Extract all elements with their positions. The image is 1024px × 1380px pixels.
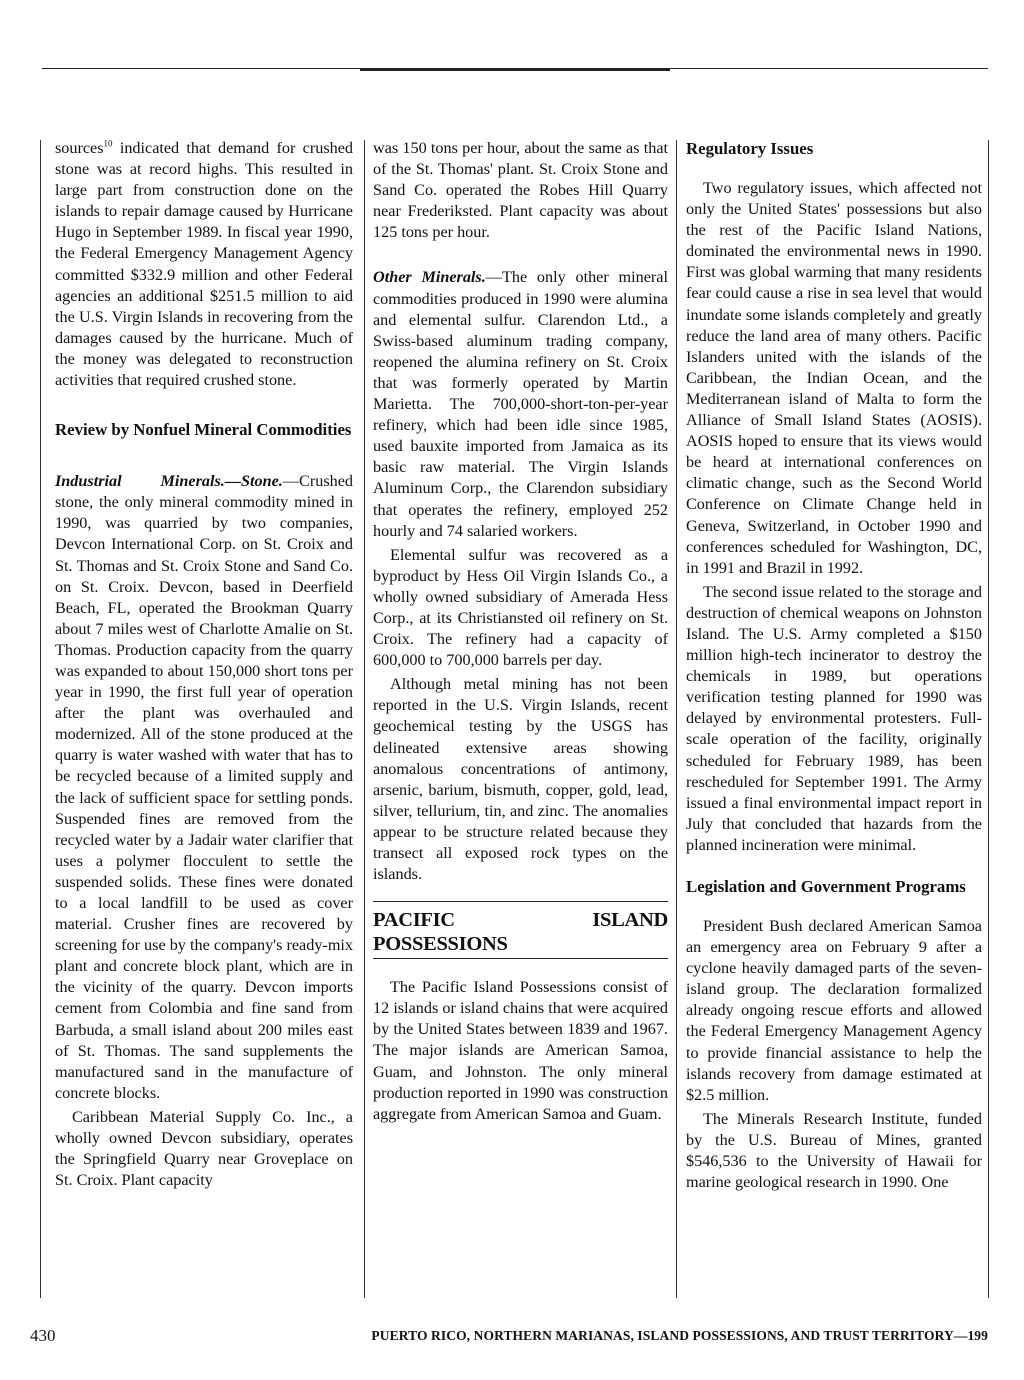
paragraph: President Bush declared American Samoa an emergency area on February 9 after a cyclone heavily damaged parts of the seven-island group. The declaration formalized already ongoing rescue efforts and allowed the Federal Emergency Management Agency to provide financial assistance to help the islands recovery from damage estimated at $2.5 million.: [686, 917, 982, 1104]
paragraph: Caribbean Material Supply Co. Inc., a wholly owned Devcon subsidiary, operates the Springfield Quarry near Groveplace on St. Croix. Plant capacity: [55, 1107, 353, 1190]
column-divider-2: [676, 140, 677, 1298]
section-heading-legislation: Legislation and Government Programs: [686, 877, 966, 896]
footnote-ref: 10: [103, 138, 113, 149]
paragraph: The Minerals Research Institute, funded by the U.S. Bureau of Mines, granted $546,536 to the University of Hawaii for marine geological research in 1990. One: [686, 1109, 982, 1192]
section-heading-review: Review by Nonfuel Mineral Commodities: [55, 420, 352, 440]
right-margin-rule: [988, 140, 989, 1298]
section-title-pacific: PACIFIC ISLAND POSSESSIONS: [373, 909, 668, 956]
paragraph: Other Minerals.—The only other mineral commodities produced in 1990 were alumina and elemental sulfur. Clarendon Ltd., a Swiss-based aluminum trading company, reopened the alumina refinery on St. Croix that was formerly operated by Martin Marietta. The 700,000-short-ton-per-year refinery, which had been idle since 1985, used bauxite imported from Jamaica as its basic raw material. The Virgin Islands Aluminum Corp., the Clarendon subsidiary that operates the refinery, employed 252 hourly and 74 salaried workers.: [373, 268, 668, 540]
run-in-heading: Industrial Minerals.—Stone.: [55, 472, 283, 491]
top-rule-accent: [360, 69, 670, 71]
run-in-heading: Other Minerals.: [373, 268, 486, 287]
running-title: PUERTO RICO, NORTHERN MARIANAS, ISLAND POSSESSIONS, AND TRUST TERRITORY—199: [371, 1328, 988, 1343]
column-3: [686, 138, 982, 1193]
paragraph: The Pacific Island Possessions consist of 12 islands or island chains that were acquired by the United States between 1839 and 1967. The major islands are American Samoa, Guam, and Johnston. The only mineral production reported in 1990 was construction aggregate from American Samoa and Guam.: [373, 978, 668, 1123]
left-margin-rule: [40, 140, 41, 1298]
column-divider-1: [364, 140, 365, 1298]
paragraph: The second issue related to the storage and destruction of chemical weapons on Johnston Island. The U.S. Army completed a $150 million high-tech incinerator to destroy the chemicals in 1989, but operations verification testing planned for 1990 was delayed by environmental protesters. Full-scale operation of the facility, originally scheduled for February 1989, has been rescheduled for September 1991. The Army issued a final environmental impact report in July that concluded that hazards from the planned incineration were minimal.: [686, 582, 982, 854]
section-title-box: [373, 901, 668, 959]
column-2: [373, 138, 668, 1125]
paragraph: was 150 tons per hour, about the same as that of the St. Thomas' plant. St. Croix Stone and Sand Co. operated the Robes Hill Quarry near Frederiksted. Plant capacity was about 125 tons per hour.: [373, 139, 668, 242]
section-heading-regulatory: Regulatory Issues: [686, 139, 814, 158]
paragraph: Industrial Minerals.—Stone.—Crushed stone, the only mineral commodity mined in 1990, was quarried by two companies, Devcon International Corp. on St. Croix and St. Thomas and St. Croix Stone and Sand Co. on St. Croix. Devcon, based in Deerfield Beach, FL, operated the Brookman Quarry about 7 miles west of Charlotte Amalie on St. Thomas. Production capacity from the quarry was expanded to about 150,000 short tons per year in 1990, the first full year of operation after the plant was overhauled and modernized. All of the stone produced at the quarry is water washed with water that has to be recycled because of a limited supply and the lack of sufficient space for settling ponds. Suspended fines are removed from the recycled water by a Jadair water clarifier that uses a polymer flocculent to settle the suspended solids. These fines were donated to a local landfill to be used as cover material. Crusher fines are recovered by screening for use by the company's ready-mix plant and concrete block plant, which are in the vicinity of the quarry. Devcon imports cement from Colombia and fine sand from Barbuda, a small island about 200 miles east of St. Thomas. The sand supplements the manufactured sand in the manufacture of concrete blocks.: [55, 472, 353, 1102]
paragraph: Although metal mining has not been reported in the U.S. Virgin Islands, recent geochemical testing by the USGS has delineated extensive areas showing anomalous concentrations of antimony, arsenic, barium, bismuth, copper, gold, lead, silver, tellurium, tin, and zinc. The anomalies appear to be structure related because they transect all exposed rock types on the islands.: [373, 675, 668, 884]
paragraph: Two regulatory issues, which affected not only the United States' possessions but also the rest of the Pacific Island Nations, dominated the environmental news in 1990. First was global warming that many residents fear could cause a rise in sea level that would inundate some islands completely and greatly reduce the land area of many others. Pacific Islanders united with the islands of the Caribbean, the Indian Ocean, and the Mediterranean island of Malta to form the Alliance of Small Island States (AOSIS). AOSIS hoped to ensure that its views would be heard at international conferences on climatic change, such as the Second World Conference on Climate Change held in Geneva, Switzerland, in October 1990 and conferences scheduled for Washington, DC, in 1991 and Brazil in 1992.: [686, 179, 982, 577]
column-1: [55, 138, 353, 1191]
page-number: 430: [30, 1326, 56, 1345]
paragraph: Elemental sulfur was recovered as a byproduct by Hess Oil Virgin Islands Co., a wholly owned subsidiary of Amerada Hess Corp., at its Christiansted oil refinery on St. Croix. The refinery had a capacity of 600,000 to 700,000 barrels per day.: [373, 545, 668, 670]
paragraph: sources$^{10}$ indicated that demand for crushed stone was at record highs. This resulted in large part from construction done on the islands to repair damage caused by Hurricane Hugo in September 1989. In fiscal year 1990, the Federal Emergency Management Agency committed $332.9 million and other Federal agencies an additional $251.5 million to aid the U.S. Virgin Islands in recovering from the damages caused by the hurricane. Much of the money was delegated to reconstruction activities that required crushed stone.: [55, 138, 353, 390]
